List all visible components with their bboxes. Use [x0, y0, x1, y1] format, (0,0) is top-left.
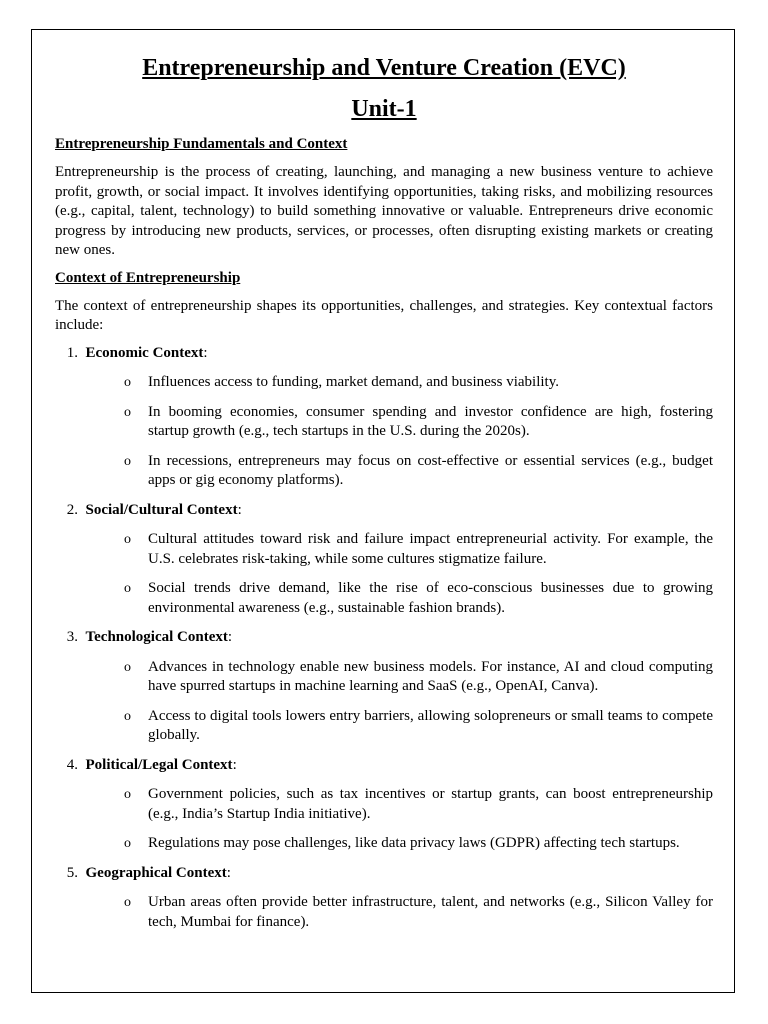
context-factor-title [55, 501, 713, 521]
context-factor-points [55, 373, 713, 491]
label-colon: : [226, 864, 231, 881]
bullet-text: In recessions, entrepreneurs may focus on cost-effective or essential services (e.g., budget apps or gig economy platforms). [148, 452, 713, 488]
document-title: Entrepreneurship and Venture Creation (EVC) [142, 55, 626, 81]
bullet-point [55, 707, 713, 746]
context-factor-label: Economic Context [85, 344, 204, 361]
bullet-marker: o [124, 836, 131, 851]
label-colon: : [203, 344, 208, 361]
bullet-text: Government policies, such as tax incentives or startup grants, can boost entrepreneurship (e.g., India’s Startup India initiative). [148, 786, 713, 822]
bullet-text: In booming economies, consumer spending and investor confidence are high, fostering startup growth (e.g., tech startups in the U.S. during the 2020s). [148, 403, 713, 439]
bullet-point [55, 373, 713, 393]
context-factor-points [55, 893, 713, 932]
list-number: 5. [66, 864, 78, 881]
bullet-text: Advances in technology enable new business models. For instance, AI and cloud computing have spurred startups in machine learning and SaaS (e.g., OpenAI, Canva). [148, 658, 713, 694]
bullet-point [55, 893, 713, 932]
context-factor-title [55, 628, 713, 648]
document-page [31, 29, 735, 993]
bullet-marker: o [124, 787, 131, 802]
context-factor-title [55, 756, 713, 776]
bullet-point [55, 579, 713, 618]
context-factor-label: Political/Legal Context [85, 756, 233, 773]
bullet-point [55, 785, 713, 824]
bullet-text: Regulations may pose challenges, like data privacy laws (GDPR) affecting tech startups. [148, 835, 680, 851]
label-colon: : [237, 501, 242, 518]
label-colon: : [232, 756, 237, 773]
context-factor-title [55, 864, 713, 884]
bullet-marker: o [124, 404, 131, 420]
bullet-point [55, 658, 713, 697]
context-factor-item [55, 501, 713, 619]
bullet-marker: o [124, 453, 131, 469]
context-factor-item [55, 756, 713, 854]
list-number: 1. [66, 344, 78, 361]
bullet-text: Access to digital tools lowers entry barriers, allowing solopreneurs or small teams to compete globally. [148, 707, 713, 743]
fundamentals-paragraph: Entrepreneurship is the process of creating, launching, and managing a new business venture to achieve profit, growth, or social impact. It involves identifying opportunities, taking risks, and mobilizing resources (e.g., capital, talent, technology) to build something innovative or valuable. Entrepreneurs drive economic progress by introducing new products, services, or processes, often disrupting existing markets or creating new ones. [55, 164, 713, 258]
section-heading-context: Context of Entrepreneurship [55, 269, 241, 286]
context-factor-item [55, 344, 713, 491]
context-factor-label: Geographical Context [85, 864, 227, 881]
bullet-marker: o [124, 581, 131, 596]
context-factor-title [55, 344, 713, 364]
bullet-marker: o [124, 659, 131, 675]
context-factor-item [55, 628, 713, 746]
bullet-text: Social trends drive demand, like the rise of eco-conscious businesses due to growing environmental awareness (e.g., sustainable fashion brands). [148, 580, 713, 616]
bullet-marker: o [124, 708, 131, 724]
bullet-text: Influences access to funding, market demand, and business viability. [148, 374, 559, 390]
bullet-text: Urban areas often provide better infrastructure, talent, and networks (e.g., Silicon Valley for tech, Mumbai for finance). [148, 894, 713, 930]
document-content [55, 50, 713, 942]
list-number: 3. [66, 629, 78, 645]
bullet-text: Cultural attitudes toward risk and failure impact entrepreneurial activity. For example, the U.S. celebrates risk-taking, while some cultures stigmatize failure. [148, 531, 713, 567]
bullet-marker: o [124, 895, 131, 910]
bullet-point [55, 530, 713, 569]
context-factor-label: Social/Cultural Context [85, 501, 238, 518]
list-number: 4. [66, 756, 78, 773]
bullet-marker: o [124, 375, 131, 390]
bullet-point [55, 403, 713, 442]
context-factor-points [55, 530, 713, 618]
context-paragraph: The context of entrepreneurship shapes its opportunities, challenges, and strategies. Key contextual factors include: [55, 297, 713, 333]
bullet-point [55, 834, 713, 854]
bullet-marker: o [124, 532, 131, 547]
list-number: 2. [66, 501, 78, 518]
section-heading-fundamentals: Entrepreneurship Fundamentals and Context [55, 136, 348, 152]
label-colon: : [227, 629, 233, 645]
context-factor-label: Technological Context [85, 629, 228, 645]
context-factors-list [55, 344, 713, 933]
unit-title: Unit-1 [351, 96, 417, 122]
context-factor-points [55, 785, 713, 854]
context-factor-item [55, 864, 713, 933]
context-factor-points [55, 658, 713, 746]
bullet-point [55, 452, 713, 491]
